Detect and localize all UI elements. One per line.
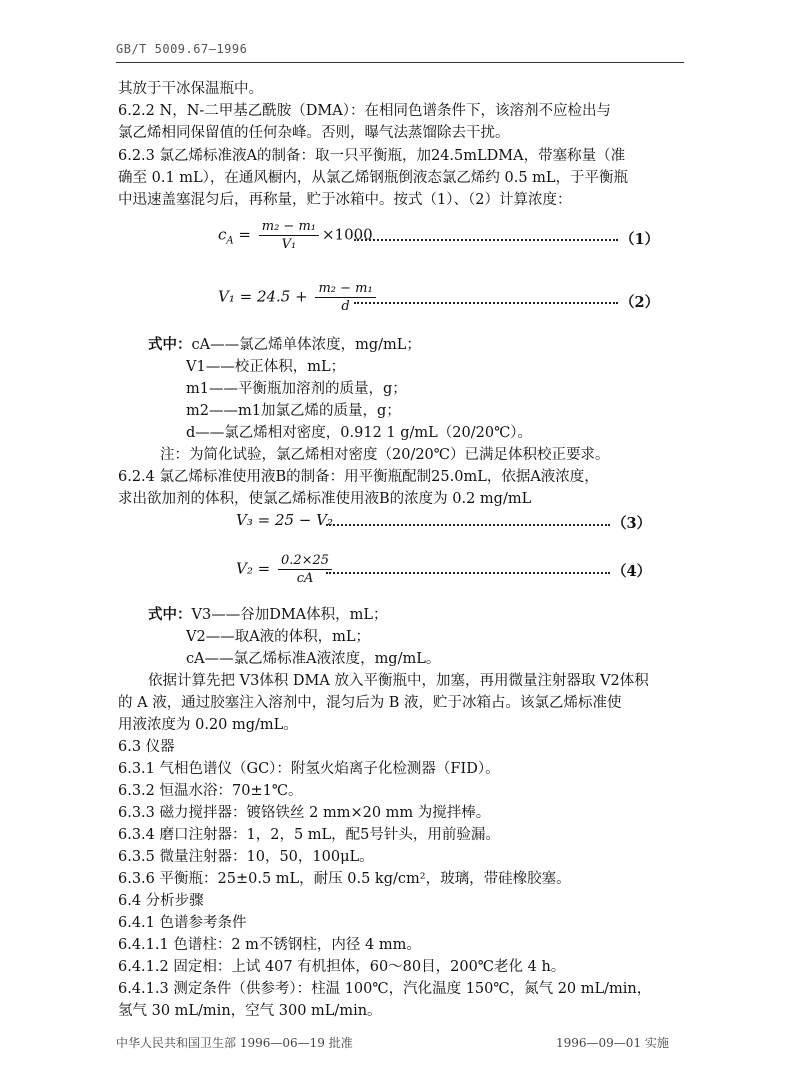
header-rule — [116, 62, 684, 63]
equation-number: （2） — [620, 294, 660, 311]
equation-2: V₁ = 24.5 + $\frac{\text{m₂ − m₁}}{d}$ — [218, 280, 379, 315]
equation-number: （4） — [612, 563, 652, 580]
list-item: 6.3.1 气相色谱仪（GC）：附氢火焰离子化检测器（FID）。 — [118, 761, 500, 777]
approval-note: 中华人民共和国卫生部 1996—06—19 批准 — [116, 1036, 353, 1050]
equation-4: V₂ = $\frac{0.2\times 25}{cA}$ — [236, 552, 335, 587]
definition: m1——平衡瓶加溶剂的质量，g； — [186, 381, 407, 397]
implementation-date: 1996—09—01 实施 — [556, 1036, 669, 1050]
leader-dots — [354, 302, 618, 304]
text-line: 6.2.4 氯乙烯标准使用液B的制备：用平衡瓶配制25.0mL，依据A液浓度， — [118, 469, 599, 485]
definition: V2——取A液的体积，mL； — [186, 629, 371, 645]
equation-3: V₃ = 25 − V₂ — [236, 511, 333, 529]
text-line: 其放于干冰保温瓶中。 — [118, 81, 263, 97]
text-line: 中迅速盖塞混匀后，再称量，贮于冰箱中。按式（1）、（2）计算浓度： — [118, 192, 572, 208]
list-item: 6.4.1.2 固定相：上试 407 有机担体，60～80目，200℃老化 4 h。 — [118, 959, 566, 975]
text-line: 6.2.2 N，N-二甲基乙酰胺（DMA）：在相同色谱条件下，该溶剂不应检出与 — [118, 103, 611, 119]
text-line: 的 A 液，通过胶塞注入溶剂中，混匀后为 B 液，贮于冰箱占。该氯乙烯标准使 — [118, 695, 622, 711]
standard-code: GB/T 5009.67—1996 — [116, 42, 248, 56]
list-item: 6.3.5 微量注射器：10，50，100μL。 — [118, 849, 374, 865]
list-item: 6.4.1 色谱参考条件 — [118, 915, 247, 931]
text-line: 用液浓度为 0.20 mg/mL。 — [118, 717, 298, 733]
leader-dots — [326, 524, 610, 526]
list-item: 6.3.2 恒温水浴：70±1℃。 — [118, 783, 303, 799]
list-item: 6.4.1.1 色谱柱：2 m不锈钢柱，内径 4 mm。 — [118, 937, 421, 953]
equation-1: $c_A$ = $\frac{\text{m₂ − m₁}}{\text{V₁}}$ ×1000 — [218, 219, 373, 252]
definition: d——氯乙烯相对密度，0.912 1 g/mL（20/20℃）。 — [186, 425, 533, 441]
leader-dots — [326, 572, 610, 574]
text-line: 确至 0.1 mL），在通风橱内，从氯乙烯钢瓶倒液态氯乙烯约 0.5 mL，于平衡瓶 — [118, 170, 629, 186]
equation-number: （1） — [620, 231, 660, 248]
list-item: 6.4.1.3 测定条件（供参考）：柱温 100℃，汽化温度 150℃，氮气 20 mL/min， — [118, 981, 652, 997]
list-item: 6.3.3 磁力搅拌器：镀铬铁丝 2 mm×20 mm 为搅拌棒。 — [118, 805, 491, 821]
leader-dots — [354, 239, 618, 241]
list-item: 6.3.4 磨口注射器：1，2，5 mL，配5号针头，用前验漏。 — [118, 827, 500, 843]
section-heading: 6.4 分析步骤 — [118, 893, 204, 909]
text-line: 氯乙烯相同保留值的任何杂峰。否则，曝气法蒸馏除去干扰。 — [118, 125, 510, 141]
list-item: 氢气 30 mL/min，空气 300 mL/min。 — [118, 1003, 382, 1019]
list-item: 6.3.6 平衡瓶：25±0.5 mL，耐压 0.5 kg/cm²，玻璃，带硅橡胶塞。 — [118, 871, 571, 887]
section-heading: 6.3 仪器 — [118, 739, 175, 755]
text-line: 依据计算先把 V3体积 DMA 放入平衡瓶中，加塞，再用微量注射器取 V2体积 — [148, 673, 649, 689]
where-label: 式中：cA——氯乙烯单体浓度，mg/mL； — [148, 336, 421, 353]
definition: cA——氯乙烯标准A液浓度，mg/mL。 — [186, 651, 441, 667]
note: 注：为简化试验，氯乙烯相对密度（20/20℃）已满足体积校正要求。 — [160, 447, 610, 463]
text-line: 6.2.3 氯乙烯标准液A的制备：取一只平衡瓶，加24.5mLDMA，带塞称量（准 — [118, 148, 626, 164]
equation-number: （3） — [612, 515, 652, 532]
definition: V1——校正体积，mL； — [186, 359, 346, 375]
where-label: 式中：V3——谷加DMA体积，mL； — [148, 606, 388, 623]
definition: m2——m1加氯乙烯的质量，g； — [186, 403, 401, 419]
text-line: 求出欲加剂的体积，使氯乙烯标准使用液B的浓度为 0.2 mg/mL — [118, 491, 532, 507]
